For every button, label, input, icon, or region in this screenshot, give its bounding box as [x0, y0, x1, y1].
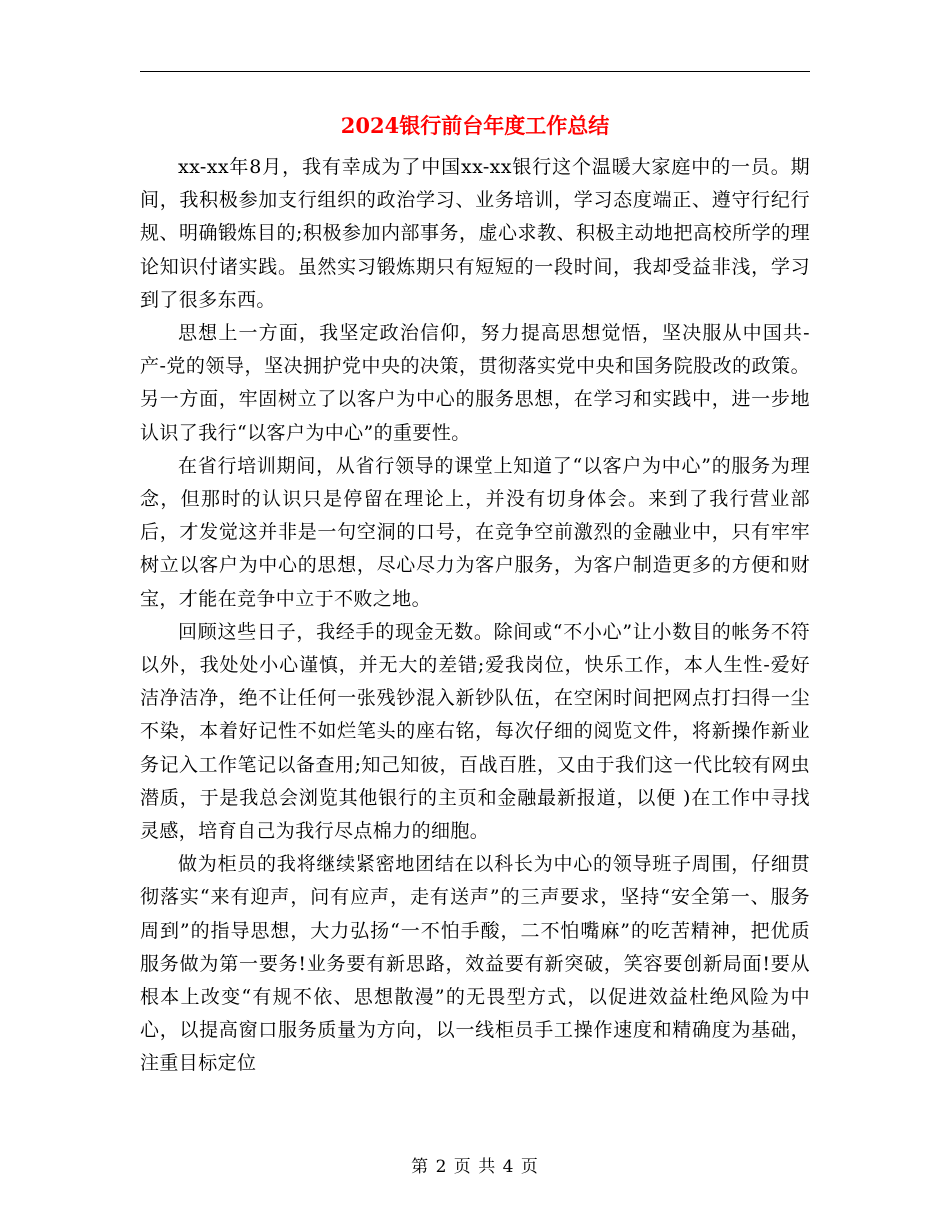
- document-title: 2024银行前台年度工作总结: [340, 113, 610, 138]
- paragraph-1: xx-xx年8月，我有幸成为了中国xx-xx银行这个温暖大家庭中的一员。期间，我积极参加支行组织的政治学习、业务培训，学习态度端正、遵守行纪行规、明确锻炼目的;积极参加内部事务，虚心求教、积极主动地把高校所学的理论知识付诸实践。虽然实习锻炼期只有短短的一段时间，我却受益非浅，学习到了很多东西。: [140, 156, 810, 311]
- page-number-footer: 第 2 页 共 4 页: [411, 1157, 539, 1177]
- paragraph-4: 回顾这些日子，我经手的现金无数。除间或“不小心”让小数目的帐务不符以外，我处处小心谨慎，并无大的差错;爱我岗位，快乐工作，本人生性-爱好洁净洁净，绝不让任何一张残钞混入新钞队伍，在空闲时间把网点打扫得一尘不染，本着好记性不如烂笔头的座右铭，每次仔细的阅览文件，将新操作新业务记入工作笔记以备查用;知己知彼，百战百胜，又由于我们这一代比较有网虫潜质，于是我总会浏览其他银行的主页和金融最新报道，以便 )在工作中寻找灵感，培育自己为我行尽点棉力的细胞。: [140, 620, 810, 843]
- document-body: [140, 151, 810, 1081]
- header-rule: [140, 71, 810, 72]
- paragraph-2: 思想上一方面，我坚定政治信仰，努力提高思想觉悟，坚决服从中国共-产-党的领导，坚决拥护党中央的决策，贯彻落实党中央和国务院股改的政策。另一方面，牢固树立了以客户为中心的服务思想，在学习和实践中，进一步地认识了我行“以客户为中心”的重要性。: [140, 322, 810, 444]
- paragraph-5: 做为柜员的我将继续紧密地团结在以科长为中心的领导班子周围，仔细贯彻落实“来有迎声，问有应声，走有送声”的三声要求，坚持“安全第一、服务周到”的指导思想，大力弘扬“一不怕手酸，二不怕嘴麻”的吃苦精神，把优质服务做为第一要务!业务要有新思路，效益要有新突破，笑容要创新局面!要从根本上改变“有规不依、思想散漫”的无畏型方式，以促进效益杜绝风险为中心，以提高窗口服务质量为方向，以一线柜员手工操作速度和精确度为基础，注重目标定位: [140, 853, 810, 1075]
- paragraph-3: 在省行培训期间，从省行领导的课堂上知道了“以客户为中心”的服务为理念，但那时的认识只是停留在理论上，并没有切身体会。来到了我行营业部后，才发觉这并非是一句空洞的口号，在竞争空前激烈的金融业中，只有牢牢树立以客户为中心的思想，尽心尽力为客户服务，为客户制造更多的方便和财宝，才能在竞争中立于不败之地。: [140, 454, 810, 610]
